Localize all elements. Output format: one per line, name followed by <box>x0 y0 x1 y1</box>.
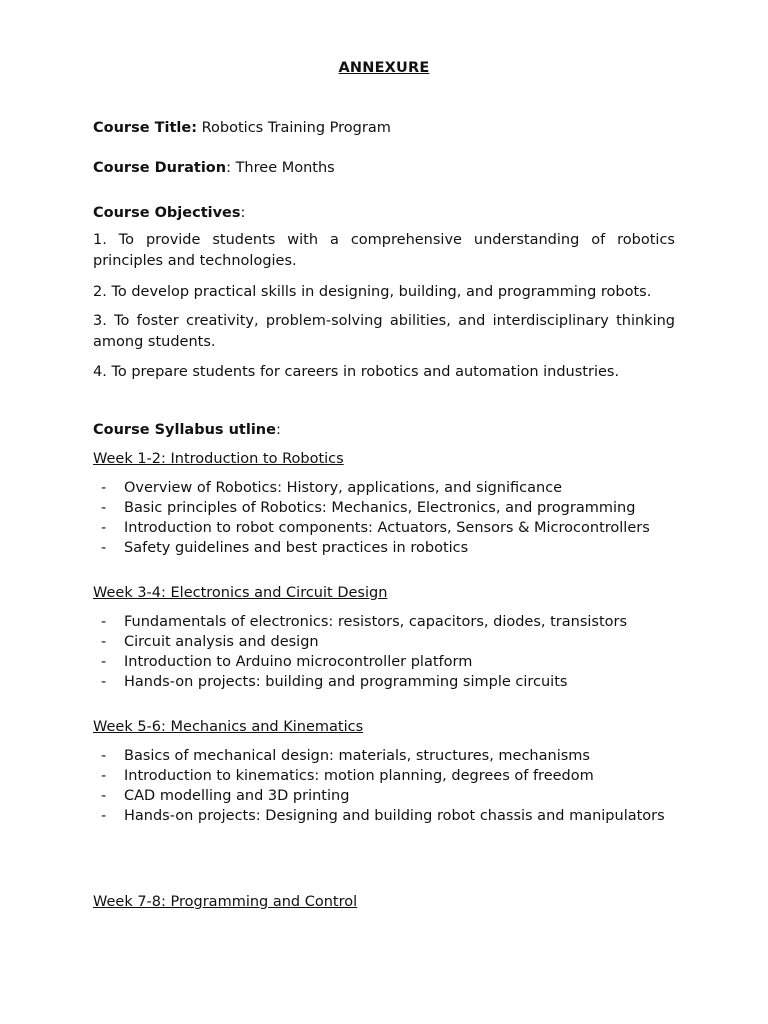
list-item-text: Overview of Robotics: History, applications, and significance <box>124 480 563 496</box>
list-item-text: Basic principles of Robotics: Mechanics, Electronics, and programming <box>124 500 636 516</box>
course-objectives-heading <box>93 203 245 223</box>
bullet-dash: - <box>101 540 107 556</box>
list-item-text: CAD modelling and 3D printing <box>124 788 350 804</box>
bullet-dash: - <box>101 614 107 630</box>
course-duration-colon: : <box>226 160 231 176</box>
objective-3: 3. To foster creativity, problem-solving abilities, and interdisciplinary thinking among students. <box>93 313 675 350</box>
bullet-dash: - <box>101 788 107 804</box>
list-item-text: Introduction to kinematics: motion planning, degrees of freedom <box>124 768 594 784</box>
bullet-dash: - <box>101 480 107 496</box>
week-1-2-title: Week 1-2: Introduction to Robotics <box>93 451 344 467</box>
list-item-text: Introduction to Arduino microcontroller platform <box>124 654 473 670</box>
week-3-4-title: Week 3-4: Electronics and Circuit Design <box>93 585 388 601</box>
list-item-text: Safety guidelines and best practices in robotics <box>124 540 469 556</box>
course-title-line <box>93 118 391 138</box>
course-title-colon: : <box>191 120 197 136</box>
bullet-dash: - <box>101 654 107 670</box>
bullet-dash: - <box>101 520 107 536</box>
course-title-value: Robotics Training Program <box>197 120 391 136</box>
bullet-dash: - <box>101 674 107 690</box>
list-item-text: Circuit analysis and design <box>124 634 319 650</box>
course-title-label: Course Title <box>93 120 192 136</box>
list-item-text: Basics of mechanical design: materials, structures, mechanisms <box>124 748 590 764</box>
objective-1: 1. To provide students with a comprehensive understanding of robotics principles and technologies. <box>93 232 675 269</box>
list-item-text: Hands-on projects: Designing and building robot chassis and manipulators <box>124 808 665 824</box>
course-objectives-colon: : <box>240 205 246 221</box>
bullet-dash: - <box>101 500 107 516</box>
course-duration-line <box>93 158 335 178</box>
syllabus-label: Course Syllabus utline <box>93 422 276 438</box>
list-item-text: Hands-on projects: building and programming simple circuits <box>124 674 568 690</box>
bullet-dash: - <box>101 768 107 784</box>
syllabus-colon: : <box>275 422 281 438</box>
annexure-heading: ANNEXURE <box>338 60 430 76</box>
bullet-dash: - <box>101 748 107 764</box>
week-7-8-title: Week 7-8: Programming and Control <box>93 894 358 910</box>
syllabus-heading <box>93 420 281 440</box>
bullet-dash: - <box>101 808 107 824</box>
list-item-text: Introduction to robot components: Actuators, Sensors & Microcontrollers <box>124 520 650 536</box>
objective-2: 2. To develop practical skills in designing, building, and programming robots. <box>93 284 652 300</box>
week-5-6-title: Week 5-6: Mechanics and Kinematics <box>93 719 364 735</box>
objective-4: 4. To prepare students for careers in robotics and automation industries. <box>93 364 620 380</box>
course-duration-value: Three Months <box>230 160 335 176</box>
list-item-text: Fundamentals of electronics: resistors, capacitors, diodes, transistors <box>124 614 628 630</box>
course-objectives-label: Course Objectives <box>93 205 241 221</box>
bullet-dash: - <box>101 634 107 650</box>
course-duration-label: Course Duration <box>93 160 227 176</box>
